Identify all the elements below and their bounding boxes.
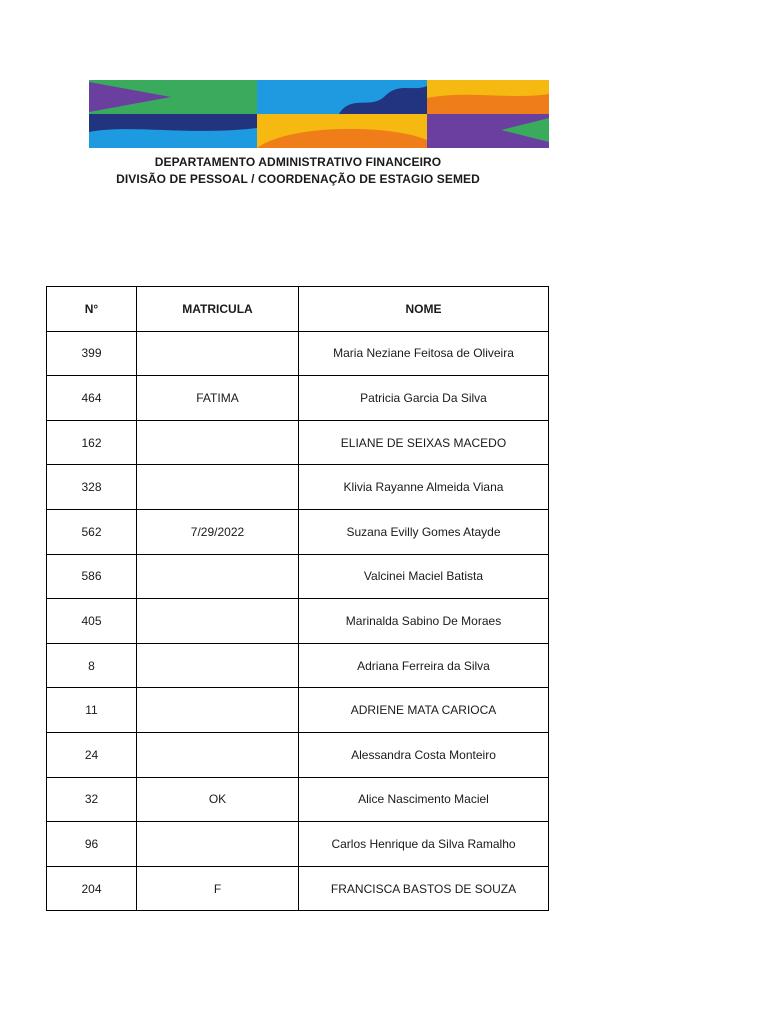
intern-roster-table	[46, 286, 549, 911]
column-header-nome: NOME	[299, 287, 549, 332]
table-row	[47, 599, 549, 644]
cell-nome: Carlos Henrique da Silva Ramalho	[299, 822, 549, 867]
cell-number: 96	[47, 822, 137, 867]
cell-number: 405	[47, 599, 137, 644]
banner-graphic	[89, 80, 549, 148]
cell-matricula	[137, 331, 299, 376]
column-header-matricula: MATRICULA	[137, 287, 299, 332]
table-row	[47, 777, 549, 822]
cell-number: 586	[47, 554, 137, 599]
cell-number: 328	[47, 465, 137, 510]
cell-matricula	[137, 822, 299, 867]
cell-matricula	[137, 554, 299, 599]
table-row	[47, 643, 549, 688]
cell-matricula: FATIMA	[137, 376, 299, 421]
department-title: DEPARTAMENTO ADMINISTRATIVO FINANCEIRO	[154, 155, 442, 169]
cell-matricula	[137, 643, 299, 688]
cell-nome: ADRIENE MATA CARIOCA	[299, 688, 549, 733]
table-row	[47, 822, 549, 867]
column-header-number: N°	[47, 287, 137, 332]
table-row	[47, 420, 549, 465]
cell-number: 399	[47, 331, 137, 376]
cell-nome: ELIANE DE SEIXAS MACEDO	[299, 420, 549, 465]
cell-matricula	[137, 420, 299, 465]
cell-matricula: 7/29/2022	[137, 509, 299, 554]
cell-nome: Marinalda Sabino De Moraes	[299, 599, 549, 644]
table-row	[47, 732, 549, 777]
table-row	[47, 509, 549, 554]
cell-matricula	[137, 688, 299, 733]
cell-number: 204	[47, 866, 137, 911]
cell-number: 11	[47, 688, 137, 733]
document-heading	[90, 154, 506, 188]
cell-number: 24	[47, 732, 137, 777]
cell-nome: Patricia Garcia Da Silva	[299, 376, 549, 421]
table-row	[47, 465, 549, 510]
cell-number: 562	[47, 509, 137, 554]
header-banner	[89, 80, 549, 148]
cell-nome: FRANCISCA BASTOS DE SOUZA	[299, 866, 549, 911]
cell-matricula: OK	[137, 777, 299, 822]
table-row	[47, 866, 549, 911]
cell-nome: Suzana Evilly Gomes Atayde	[299, 509, 549, 554]
cell-nome: Alessandra Costa Monteiro	[299, 732, 549, 777]
cell-number: 464	[47, 376, 137, 421]
table-row	[47, 688, 549, 733]
cell-matricula: F	[137, 866, 299, 911]
cell-nome: Klivia Rayanne Almeida Viana	[299, 465, 549, 510]
cell-matricula	[137, 732, 299, 777]
table-row	[47, 331, 549, 376]
cell-matricula	[137, 599, 299, 644]
table-header-row	[47, 287, 549, 332]
cell-number: 32	[47, 777, 137, 822]
cell-number: 8	[47, 643, 137, 688]
table-row	[47, 554, 549, 599]
cell-matricula	[137, 465, 299, 510]
cell-number: 162	[47, 420, 137, 465]
cell-nome: Maria Neziane Feitosa de Oliveira	[299, 331, 549, 376]
cell-nome: Alice Nascimento Maciel	[299, 777, 549, 822]
cell-nome: Adriana Ferreira da Silva	[299, 643, 549, 688]
division-title: DIVISÃO DE PESSOAL / COORDENAÇÃO DE ESTAGIO SEMED	[116, 172, 480, 186]
table-body	[47, 331, 549, 911]
table-row	[47, 376, 549, 421]
cell-nome: Valcinei Maciel Batista	[299, 554, 549, 599]
